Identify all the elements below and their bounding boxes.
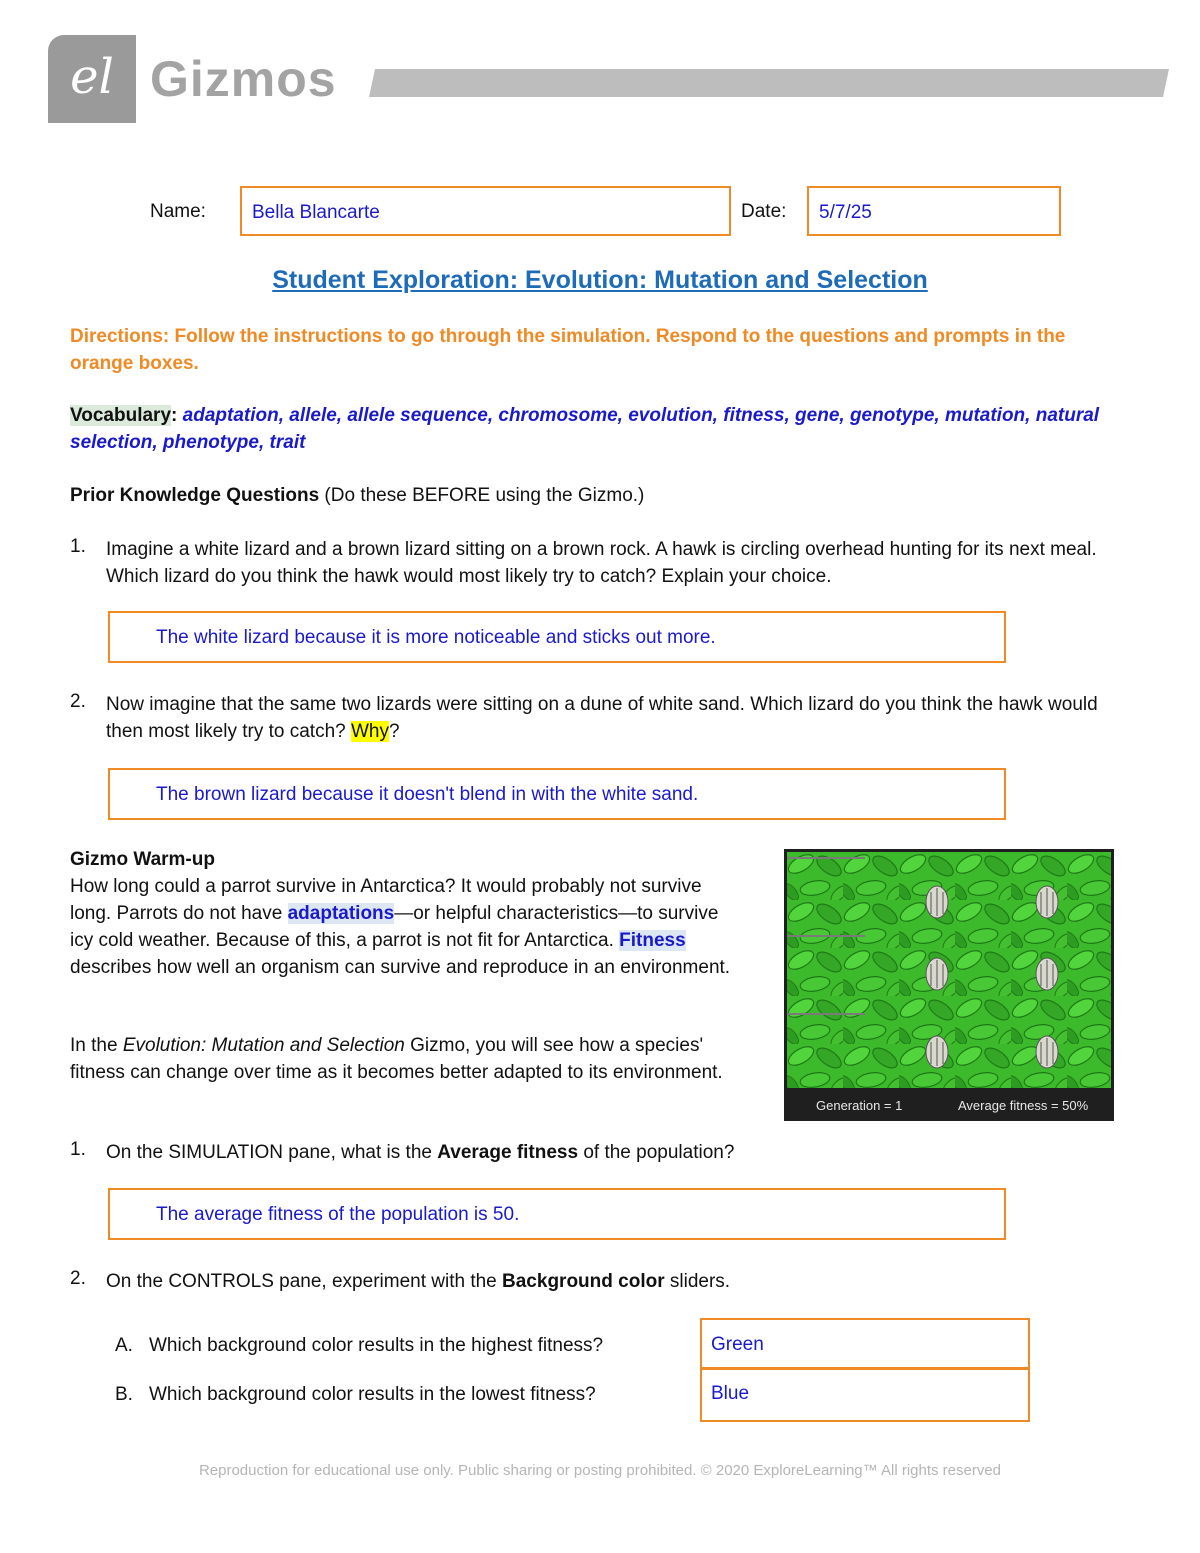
warmup-answer-1-box[interactable]: [108, 1188, 1006, 1240]
warmup-q1: On the SIMULATION pane, what is the Average fitness of the population?: [106, 1142, 735, 1163]
answer-a-box[interactable]: [700, 1318, 1030, 1370]
simulation-background: [787, 852, 1111, 1088]
sub-question-a: Which background color results in the highest fitness?: [149, 1335, 604, 1356]
warmup-q2-number: 2.: [70, 1268, 86, 1289]
prior-q2-number: 2.: [70, 691, 86, 712]
header-bar: [369, 69, 1169, 97]
term-fitness: Fitness: [619, 930, 686, 951]
prior-answer-2: The brown lizard because it doesn't blend in with the white sand.: [156, 784, 699, 805]
beetle-icon: [1036, 886, 1058, 918]
prior-q2: Now imagine that the same two lizards were sitting on a dune of white sand. Which lizard do you think the hawk would then most likely try to catch? Why?: [106, 694, 1098, 742]
warmup-q1-number: 1.: [70, 1139, 86, 1160]
prior-q1: Imagine a white lizard and a brown lizard sitting on a brown rock. A hawk is circling overhead hunting for its next meal. Which lizard do you think the hawk would most likely try to catch? Explain your choice.: [106, 539, 1097, 587]
prior-answer-2-box[interactable]: [108, 768, 1006, 820]
answer-b: Blue: [711, 1383, 750, 1404]
warmup-heading: Gizmo Warm-up: [70, 849, 215, 870]
page-title: Student Exploration: Evolution: Mutation and Selection: [272, 266, 928, 294]
beetle-icon: [926, 1036, 948, 1068]
beetle-icon: [1036, 958, 1058, 990]
name-value: Bella Blancarte: [252, 202, 380, 223]
simulation-caption: [784, 1088, 1114, 1121]
sub-question-b-letter: B.: [115, 1384, 133, 1405]
vocabulary-label: Vocabulary: [70, 405, 172, 426]
date-label: Date:: [741, 201, 787, 222]
directions: Directions: Follow the instructions to go through the simulation. Respond to the questions and prompts in the orange boxes.: [70, 326, 1066, 374]
warmup-answer-1: The average fitness of the population is 50.: [156, 1204, 520, 1225]
simulation-screenshot: [784, 849, 1114, 1121]
warmup-paragraph-1: How long could a parrot survive in Antarctica? It would probably not survive long. Parrots do not have adaptations—or helpful characteristics—to survive icy cold weather. Because of this, a parrot is not fit for Antarctica. Fitness describes how well an organism can survive and reproduce in an environment.: [70, 876, 731, 978]
brand-name: Gizmos: [150, 51, 337, 107]
beetle-icon: [926, 958, 948, 990]
highlight-why: Why: [351, 721, 389, 742]
answer-b-box[interactable]: [700, 1367, 1030, 1422]
prior-q1-number: 1.: [70, 536, 86, 557]
footer-copyright: Reproduction for educational use only. Public sharing or posting prohibited. © 2020 ExploreLearning™ All rights reserved: [198, 1462, 1002, 1479]
date-value: 5/7/25: [819, 202, 872, 223]
sub-question-a-letter: A.: [115, 1335, 133, 1356]
leaf-pattern: [787, 852, 1111, 1088]
name-label: Name:: [150, 201, 206, 222]
generation-readout: Generation = 1: [816, 1098, 903, 1113]
logo-mark: el: [48, 35, 136, 123]
vocabulary: Vocabulary: adaptation, allele, allele sequence, chromosome, evolution, fitness, gene, genotype, mutation, natural selection, phenotype, trait: [70, 405, 1100, 453]
average-fitness-readout: Average fitness = 50%: [958, 1098, 1089, 1113]
prior-answer-1-box[interactable]: [108, 611, 1006, 663]
prior-heading: Prior Knowledge Questions (Do these BEFORE using the Gizmo.): [70, 485, 645, 506]
warmup-q2: On the CONTROLS pane, experiment with the Background color sliders.: [106, 1271, 731, 1292]
answer-a: Green: [711, 1334, 764, 1355]
prior-answer-1: The white lizard because it is more noticeable and sticks out more.: [156, 627, 716, 648]
beetle-icon: [926, 886, 948, 918]
warmup-paragraph-2: In the Evolution: Mutation and Selection Gizmo, you will see how a species' fitness can change over time as it becomes better adapted to its environment.: [70, 1035, 723, 1083]
name-field[interactable]: [240, 186, 731, 236]
vocabulary-terms: adaptation, allele, allele sequence, chromosome, evolution, fitness, gene, genotype, mutation, natural selection, phenotype, trait: [70, 405, 1100, 453]
term-adaptations: adaptations: [287, 903, 395, 924]
sub-question-b: Which background color results in the lowest fitness?: [149, 1384, 596, 1405]
date-field[interactable]: [807, 186, 1061, 236]
beetle-icon: [1036, 1036, 1058, 1068]
